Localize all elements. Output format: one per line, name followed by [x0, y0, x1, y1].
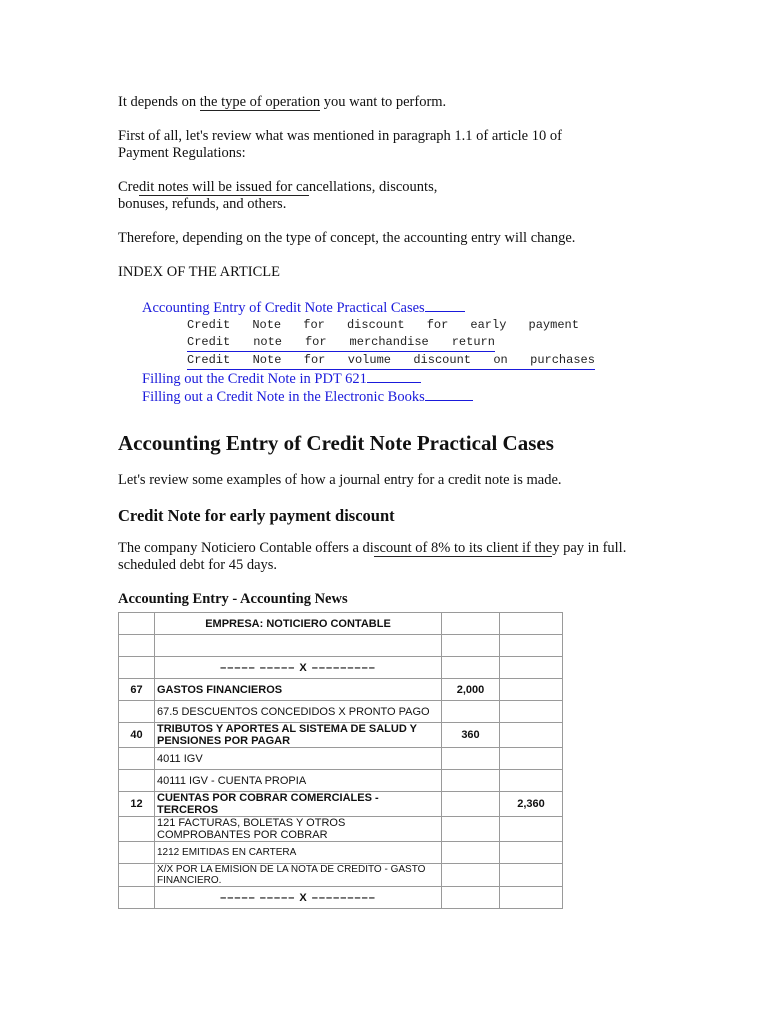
- table-row: [119, 887, 563, 909]
- cell: [500, 887, 563, 909]
- sub-word: return: [451, 335, 495, 349]
- credit-cell: [500, 679, 563, 701]
- table-row: [119, 635, 563, 657]
- sub-word: Note: [252, 353, 282, 367]
- index-item-3[interactable]: [142, 388, 658, 406]
- sub-word: volume: [347, 353, 391, 367]
- article-index: [118, 299, 658, 406]
- index-sub-item-early-payment[interactable]: [187, 317, 579, 334]
- cell: [119, 635, 155, 657]
- credit-cell: [500, 701, 563, 723]
- code-cell: [119, 864, 155, 887]
- index-item-1[interactable]: [142, 299, 658, 317]
- discount-link[interactable]: scount of 8% to its client if the: [373, 540, 553, 556]
- intro-line-3: [118, 179, 658, 213]
- credit-cell: [500, 748, 563, 770]
- debit-cell: [442, 770, 500, 792]
- debit-cell: [442, 701, 500, 723]
- credit-cell: [500, 817, 563, 842]
- debit-cell: [442, 748, 500, 770]
- sub-word: early: [470, 318, 507, 332]
- sub-word: discount: [346, 318, 405, 332]
- desc-cell: TRIBUTOS Y APORTES AL SISTEMA DE SALUD Y PENSIONES POR PAGAR: [155, 723, 442, 748]
- cell: [155, 635, 442, 657]
- sub-word: merchandise: [349, 335, 429, 349]
- sub-word: Credit: [187, 318, 231, 332]
- code-cell: [119, 842, 155, 864]
- desc-cell: CUENTAS POR COBRAR COMERCIALES - TERCEROS: [155, 792, 442, 817]
- cell: [119, 657, 155, 679]
- example-text-post: y pay in full.: [552, 540, 627, 556]
- cell: [119, 887, 155, 909]
- desc-cell: 121 FACTURAS, BOLETAS Y OTROS COMPROBANTES POR COBRAR: [155, 817, 442, 842]
- credit-cell: [500, 864, 563, 887]
- debit-cell: 360: [442, 723, 500, 748]
- table-row: [119, 817, 563, 842]
- debit-cell: [442, 817, 500, 842]
- link-underline: [367, 370, 421, 383]
- sub-word: for: [426, 318, 449, 332]
- company-cell: EMPRESA: NOTICIERO CONTABLE: [155, 613, 442, 635]
- table-row: [119, 679, 563, 701]
- index-sub-item-merchandise-return[interactable]: [187, 334, 495, 352]
- intro-line-1: [118, 94, 658, 111]
- desc-cell: 67.5 DESCUENTOS CONCEDIDOS X PRONTO PAGO: [155, 701, 442, 723]
- sub-word: for: [304, 335, 327, 349]
- credit-cell: 2,360: [500, 792, 563, 817]
- intro-line-4: Therefore, depending on the type of concept, the accounting entry will change.: [118, 230, 576, 246]
- table-heading: Accounting Entry - Accounting News: [118, 591, 348, 607]
- index-title: INDEX OF THE ARTICLE: [118, 264, 280, 280]
- section-heading: Accounting Entry of Credit Note Practical Cases: [118, 431, 554, 455]
- table-row: [119, 701, 563, 723]
- table-row: [119, 613, 563, 635]
- sub-word: note: [253, 335, 282, 349]
- sub-word: Credit: [187, 353, 231, 367]
- code-cell: [119, 817, 155, 842]
- debit-cell: 2,000: [442, 679, 500, 701]
- sub-word: Note: [252, 318, 282, 332]
- journal-entry-table: [118, 612, 563, 909]
- table-row: [119, 770, 563, 792]
- index-item-2[interactable]: [142, 370, 658, 388]
- sub-word: for: [303, 318, 325, 332]
- section-lead: Let's review some examples of how a journal entry for a credit note is made.: [118, 472, 562, 488]
- index-sub-item-volume-discount[interactable]: [187, 352, 595, 370]
- intro-line-3-pre: Cre: [118, 179, 139, 195]
- desc-cell: 1212 EMITIDAS EN CARTERA: [155, 842, 442, 864]
- credit-notes-link[interactable]: dit notes will be issued for ca: [138, 179, 309, 195]
- index-link-electronic-books[interactable]: Filling out a Credit Note in the Electronic Books: [142, 389, 425, 405]
- separator-cell: ––––– ––––– X –––––––––: [155, 887, 442, 909]
- table-row: [119, 723, 563, 748]
- code-cell: 40: [119, 723, 155, 748]
- sub-word: discount: [413, 353, 471, 367]
- type-of-operation-link[interactable]: the type of operation: [199, 94, 321, 110]
- cell: [442, 613, 500, 635]
- debit-cell: [442, 792, 500, 817]
- debit-cell: [442, 842, 500, 864]
- example-paragraph: [118, 540, 658, 574]
- table-row: [119, 748, 563, 770]
- table-row: [119, 657, 563, 679]
- sub-word: payment: [528, 318, 579, 332]
- sub-word: for: [303, 353, 326, 367]
- code-cell: 67: [119, 679, 155, 701]
- intro-line-3-post: ncellations, discounts,: [308, 179, 438, 195]
- link-underline: [425, 299, 465, 312]
- intro-line-2b: Payment Regulations:: [118, 145, 246, 161]
- cell: [500, 635, 563, 657]
- table-row: [119, 842, 563, 864]
- cell: [119, 613, 155, 635]
- cell: [500, 613, 563, 635]
- index-link-pdt-621[interactable]: Filling out the Credit Note in PDT 621: [142, 371, 367, 387]
- cell: [442, 887, 500, 909]
- table-row: [119, 864, 563, 887]
- intro-text: It depends on: [118, 94, 200, 110]
- intro-line-2a: First of all, let's review what was mentioned in paragraph 1.1 of article 10 of: [118, 128, 562, 144]
- code-cell: [119, 701, 155, 723]
- sub-word: Credit: [187, 335, 231, 349]
- example-text-2: scheduled debt for 45 days.: [118, 557, 278, 573]
- desc-cell: GASTOS FINANCIEROS: [155, 679, 442, 701]
- credit-cell: [500, 770, 563, 792]
- code-cell: [119, 748, 155, 770]
- cell: [442, 657, 500, 679]
- credit-cell: [500, 842, 563, 864]
- code-cell: [119, 770, 155, 792]
- cell: [442, 635, 500, 657]
- index-link-practical-cases[interactable]: Accounting Entry of Credit Note Practical Cases: [142, 300, 425, 316]
- sub-heading: Credit Note for early payment discount: [118, 506, 395, 525]
- example-text-pre: The company Noticiero Contable offers a di: [118, 540, 374, 556]
- debit-cell: [442, 864, 500, 887]
- intro-line-3b: bonuses, refunds, and others.: [118, 196, 287, 212]
- desc-cell: 4011 IGV: [155, 748, 442, 770]
- intro-line-2: [118, 128, 658, 162]
- link-underline: [425, 388, 473, 401]
- separator-cell: ––––– ––––– X –––––––––: [155, 657, 442, 679]
- desc-cell: X/X POR LA EMISION DE LA NOTA DE CREDITO - GASTO FINANCIERO.: [155, 864, 442, 887]
- article-body: [118, 86, 658, 608]
- desc-cell: 40111 IGV - CUENTA PROPIA: [155, 770, 442, 792]
- intro-text-end: you want to perform.: [320, 94, 447, 110]
- code-cell: 12: [119, 792, 155, 817]
- table-row: [119, 792, 563, 817]
- credit-cell: [500, 723, 563, 748]
- sub-word: purchases: [530, 353, 595, 367]
- cell: [500, 657, 563, 679]
- sub-word: on: [493, 353, 508, 367]
